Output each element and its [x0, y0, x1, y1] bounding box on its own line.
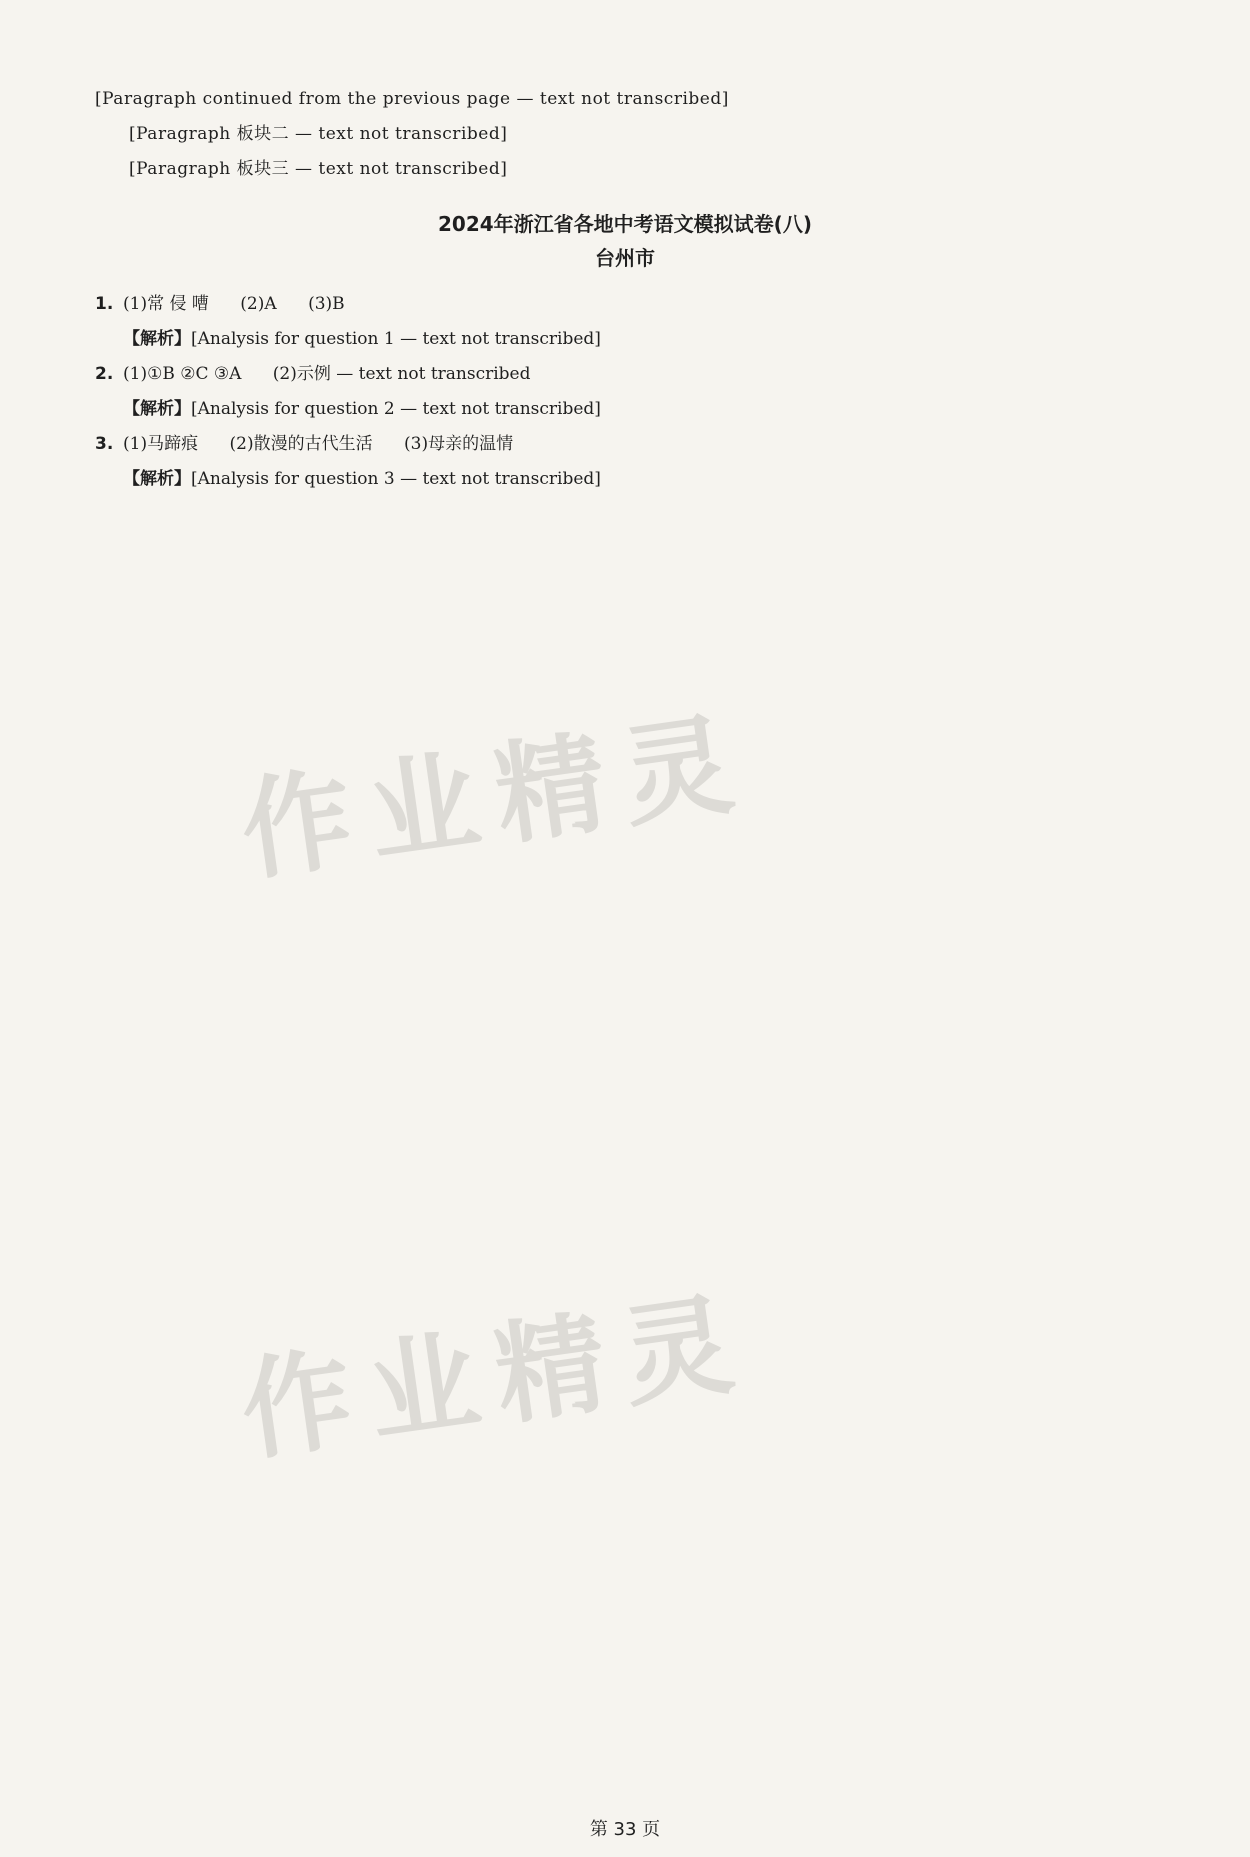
analysis-label: 【解析】 — [123, 469, 191, 489]
question-number: 1. — [95, 294, 114, 314]
watermark-logo: 作业精灵 — [233, 697, 759, 897]
watermark-logo: 作业精灵 — [233, 1277, 759, 1477]
exam-city: 台州市 — [595, 246, 655, 270]
exam-title: 2024年浙江省各地中考语文模拟试卷(八) — [438, 212, 812, 236]
answer-part: (3)母亲的温情 — [404, 434, 514, 454]
page-number: 第 33 页 — [589, 1819, 661, 1840]
analysis-text — [123, 462, 1155, 497]
question-item — [95, 357, 1155, 427]
question-item — [95, 287, 1155, 357]
answer-part: (2)示例 — text not transcribed — [272, 364, 531, 384]
body-paragraph: [Paragraph continued from the previous page — text not transcribed] — [95, 89, 729, 109]
question-item — [95, 427, 1155, 497]
answer-line — [123, 357, 1155, 392]
answer-line — [123, 287, 1155, 322]
body-paragraph: [Paragraph 板块二 — text not transcribed] — [129, 124, 508, 144]
question-number: 2. — [95, 364, 114, 384]
analysis-label: 【解析】 — [123, 399, 191, 419]
analysis-body: [Analysis for question 1 — text not transcribed] — [191, 329, 601, 349]
question-number: 3. — [95, 434, 114, 454]
answer-part: (1)马蹄痕 — [123, 434, 199, 454]
answer-part: (1)①B ②C ③A — [123, 364, 242, 384]
answer-part: (2)散漫的古代生活 — [229, 434, 373, 454]
analysis-text — [123, 322, 1155, 357]
answer-part: (3)B — [308, 294, 345, 314]
analysis-text — [123, 392, 1155, 427]
answer-line — [123, 427, 1155, 462]
analysis-label: 【解析】 — [123, 329, 191, 349]
answer-part: (2)A — [240, 294, 277, 314]
body-paragraph: [Paragraph 板块三 — text not transcribed] — [129, 159, 508, 179]
analysis-body: [Analysis for question 2 — text not transcribed] — [191, 399, 601, 419]
analysis-body: [Analysis for question 3 — text not transcribed] — [191, 469, 601, 489]
answer-part: (1)常 侵 嘈 — [123, 294, 209, 314]
